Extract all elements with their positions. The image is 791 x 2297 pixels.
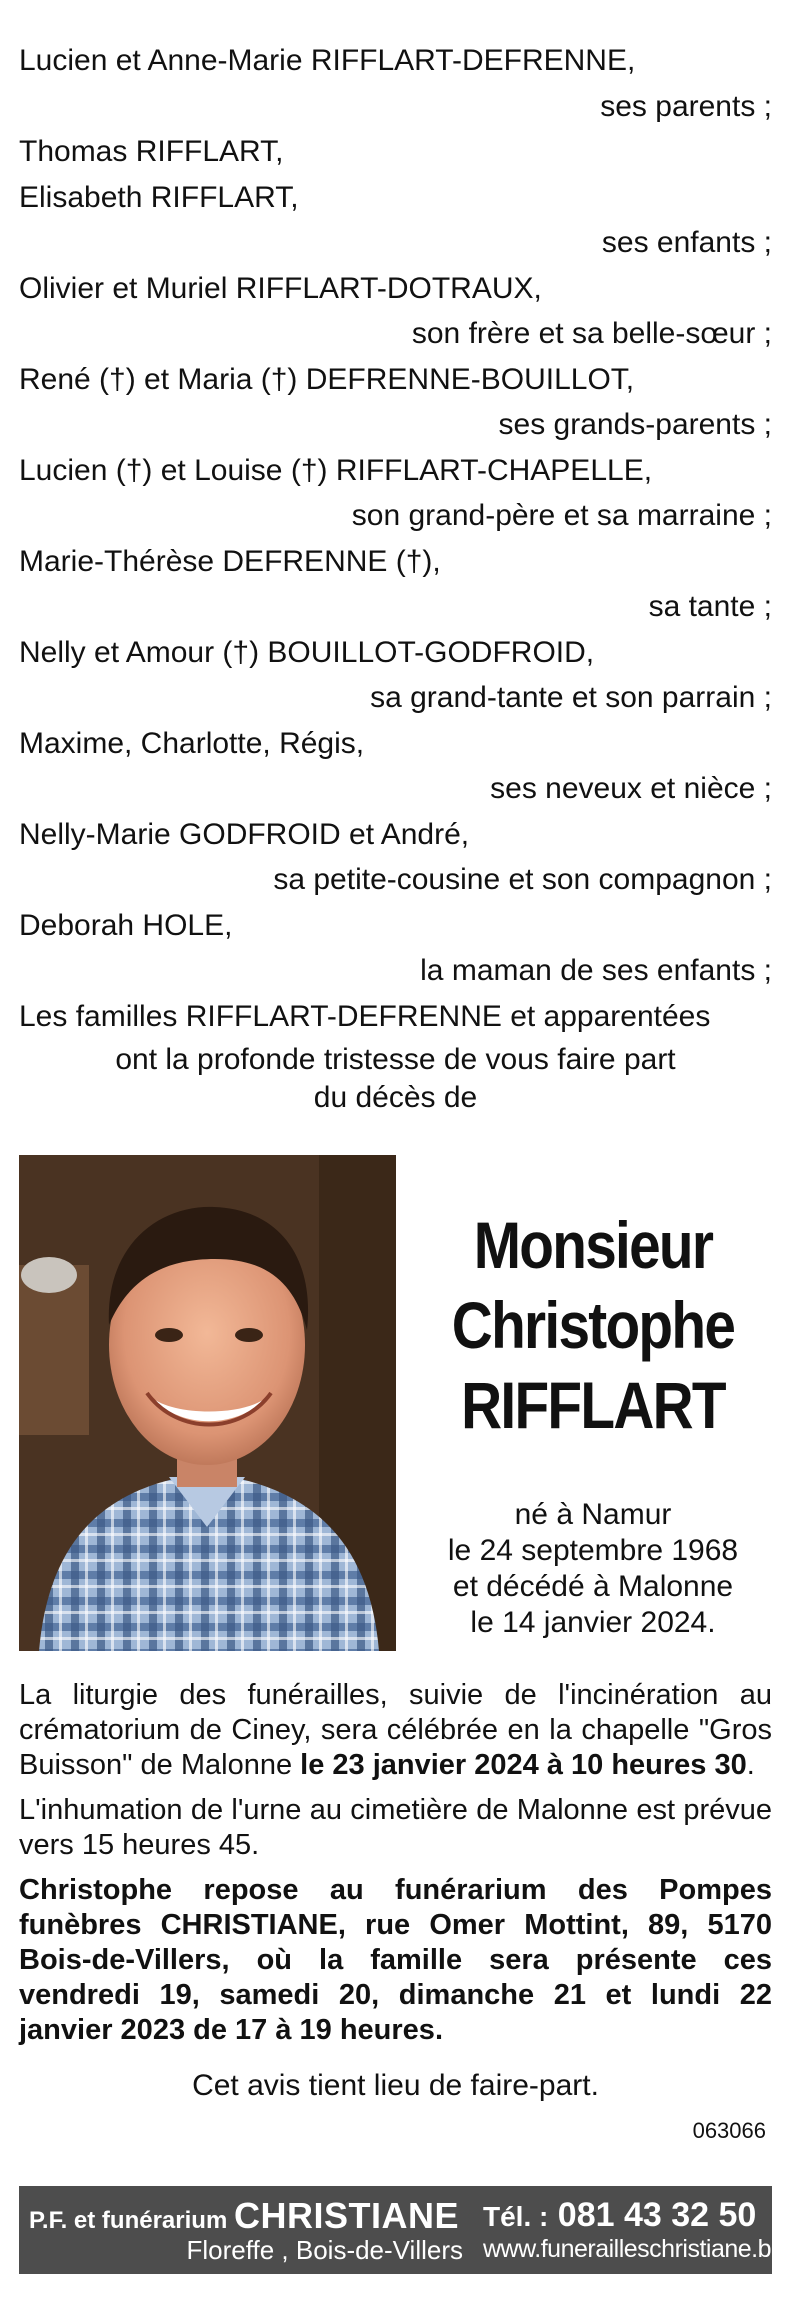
deceased-section [19, 1155, 772, 1658]
funeral-home-contact [473, 2186, 784, 2274]
family-name: Nelly et Amour (†) BOUILLOT-GODFROID, [19, 635, 595, 669]
family-name: Deborah HOLE, [19, 908, 233, 942]
family-relation: ses grands-parents ; [498, 408, 772, 441]
portrait-illustration [19, 1155, 396, 1651]
intro-line: ont la profonde tristesse de vous faire part [115, 1043, 676, 1076]
family-relation: ses enfants ; [601, 226, 772, 259]
family-entry [19, 721, 772, 812]
birth-death-dates [414, 1497, 772, 1641]
deceased-first-name: Christophe [451, 1288, 735, 1362]
family-relation: ses neveux et nièce ; [490, 772, 772, 805]
family-name: Nelly-Marie GODFROID et André, [19, 817, 470, 851]
family-relation: sa petite-cousine et son compagnon ; [273, 863, 772, 896]
ceremony-date: le 23 janvier 2024 à 10 heures 30 [300, 1749, 747, 1781]
family-entry [19, 175, 772, 266]
family-relation: sa grand-tante et son parrain ; [370, 681, 772, 714]
family-entry [19, 539, 772, 630]
website-link[interactable]: www.funerailleschristiane.be [483, 2235, 785, 2263]
portrait-photo [19, 1155, 396, 1651]
phone-label: Tél. : [483, 2201, 549, 2232]
funeral-home-brand: CHRISTIANE [233, 2194, 459, 2236]
family-name: Olivier et Muriel RIFFLART-DOTRAUX, [19, 271, 542, 305]
deceased-title: Monsieur [473, 1208, 713, 1282]
family-relation: la maman de ses enfants ; [420, 954, 772, 987]
family-relation: son grand-père et sa marraine ; [351, 499, 772, 532]
deceased-identity [414, 1205, 772, 1641]
reference-number: 063066 [692, 2118, 766, 2143]
family-name: Marie-Thérèse DEFRENNE (†), [19, 544, 441, 578]
family-entry [19, 630, 772, 721]
funeral-home-identity [19, 2186, 473, 2274]
family-relation: sa tante ; [648, 590, 772, 623]
family-name: Elisabeth RIFFLART, [19, 180, 299, 214]
announcement-intro [19, 1041, 772, 1117]
ceremony-paragraph [19, 1678, 772, 1783]
family-entry [19, 903, 772, 994]
family-relation: son frère et sa belle-sœur ; [411, 317, 772, 350]
family-entry [19, 812, 772, 903]
family-name: Maxime, Charlotte, Régis, [19, 726, 365, 760]
family-name: Lucien (†) et Louise (†) RIFFLART-CHAPELLE, [19, 453, 653, 487]
death-date: le 14 janvier 2024. [470, 1606, 716, 1639]
ceremony-end: . [746, 1749, 755, 1781]
viewing-paragraph: Christophe repose au funérarium des Pompes funèbres CHRISTIANE, rue Omer Mottint, 89, 5170 Bois-de-Villers, où la famille sera présente ces vendredi 19, samedi 20, dimanche 21 et lundi 22 janvier 2023 de 17 à 19 heures. [19, 1874, 772, 2046]
funeral-home-prefix: P.F. et funérarium [29, 2206, 228, 2234]
phone-number[interactable]: 081 43 32 50 [557, 2196, 757, 2234]
family-name: René (†) et Maria (†) DEFRENNE-BOUILLOT, [19, 362, 635, 396]
family-entry [19, 357, 772, 448]
family-entry [19, 129, 772, 175]
family-name: Lucien et Anne-Marie RIFFLART-DEFRENNE, [19, 44, 636, 77]
ceremony-text: La liturgie des funérailles, suivie de l'incinération au crématorium de Ciney, sera célébrée en la chapelle "Gros Buisson" de Malonne [19, 1679, 772, 1781]
intro-line: du décès de [313, 1081, 478, 1114]
death-place: et décédé à Malonne [452, 1570, 734, 1603]
funeral-details [19, 1678, 772, 2048]
funeral-home-banner [19, 2186, 785, 2274]
funeral-home-locations: Floreffe , Bois-de-Villers [186, 2234, 463, 2265]
birth-place: né à Namur [514, 1498, 672, 1531]
families-line: Les familles RIFFLART-DEFRENNE et apparentées [19, 999, 711, 1033]
closing-note: Cet avis tient lieu de faire-part. [192, 2069, 599, 2102]
family-entry [19, 448, 772, 539]
family-entry [19, 38, 772, 129]
family-entry [19, 266, 772, 357]
family-name: Thomas RIFFLART, [19, 135, 284, 168]
family-relation: ses parents ; [600, 89, 772, 123]
birth-date: le 24 septembre 1968 [447, 1534, 739, 1567]
burial-paragraph: L'inhumation de l'urne au cimetière de Malonne est prévue vers 15 heures 45. [19, 1794, 772, 1861]
family-list [19, 0, 772, 1039]
deceased-last-name: RIFFLART [461, 1368, 725, 1442]
